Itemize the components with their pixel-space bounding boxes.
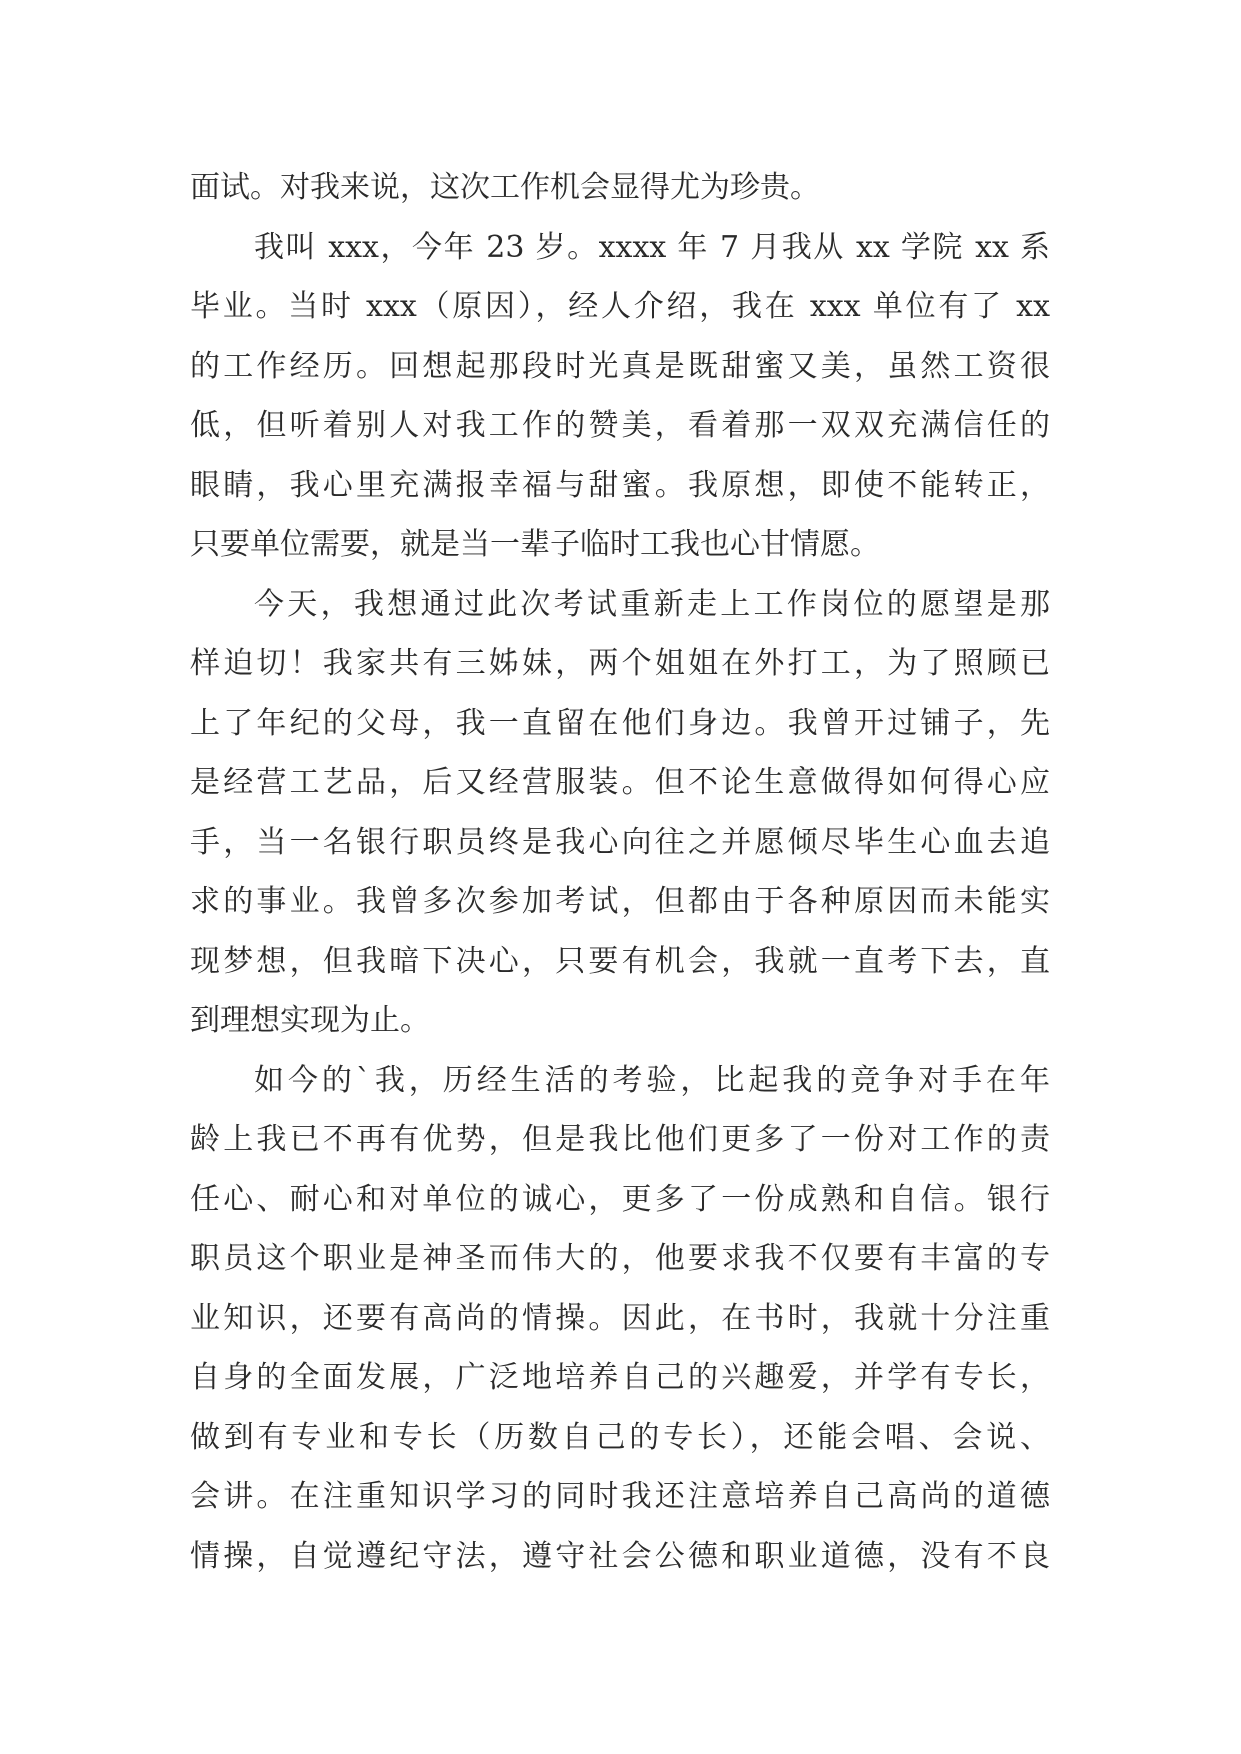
text-line: 到理想实现为止。 [190,1003,430,1038]
text-line: 情操，自觉遵纪守法，遵守社会公德和职业道德，没有不良 [190,1538,1050,1574]
text-line: 今天，我想通过此次考试重新走上工作岗位的愿望是那 [254,586,1050,622]
text-line: 现梦想，但我暗下决心，只要有机会，我就一直考下去，直 [190,943,1050,979]
text-line: 求的事业。我曾多次参加考试，但都由于各种原因而未能实 [190,884,1050,919]
text-line: 会讲。在注重知识学习的同时我还注意培养自己高尚的道德 [190,1479,1050,1514]
text-line: 低，但听着别人对我工作的赞美，看着那一双双充满信任的 [190,408,1050,443]
text-line: 手，当一名银行职员终是我心向往之并愿倾尽毕生心血去追 [190,824,1050,860]
text-line: 的工作经历。回想起那段时光真是既甜蜜又美，虽然工资很 [190,348,1050,384]
text-line: 样迫切！我家共有三姊妹，两个姐姐在外打工，为了照顾已 [190,646,1050,681]
text-line: 上了年纪的父母，我一直留在他们身边。我曾开过铺子，先 [190,705,1050,741]
text-line: 我叫 xxx，今年 23 岁。xxxx 年 7 月我从 xx 学院 xx 系 [254,229,1050,265]
body-text [190,158,1050,1586]
text-line: 只要单位需要，就是当一辈子临时工我也心甘情愿。 [190,527,880,562]
text-line: 面试。对我来说，这次工作机会显得尤为珍贵。 [190,170,820,205]
text-line: 做到有专业和专长（历数自己的专长），还能会唱、会说、 [190,1419,1050,1455]
text-line: 眼睛，我心里充满报幸福与甜蜜。我原想，即使不能转正， [190,467,1050,503]
text-line: 毕业。当时 xxx（原因），经人介绍，我在 xxx 单位有了 xx [190,289,1050,324]
text-line: 如今的`我，历经生活的考验，比起我的竞争对手在年 [254,1062,1050,1098]
text-line: 是经营工艺品，后又经营服装。但不论生意做得如何得心应 [190,765,1050,800]
text-line: 职员这个职业是神圣而伟大的，他要求我不仅要有丰富的专 [190,1241,1050,1276]
text-line: 自身的全面发展，广泛地培养自己的兴趣爱，并学有专长， [190,1360,1050,1395]
text-line: 龄上我已不再有优势，但是我比他们更多了一份对工作的责 [190,1122,1050,1157]
text-line: 业知识，还要有高尚的情操。因此，在书时，我就十分注重 [190,1300,1050,1336]
text-line: 任心、耐心和对单位的诚心，更多了一份成熟和自信。银行 [190,1181,1050,1217]
